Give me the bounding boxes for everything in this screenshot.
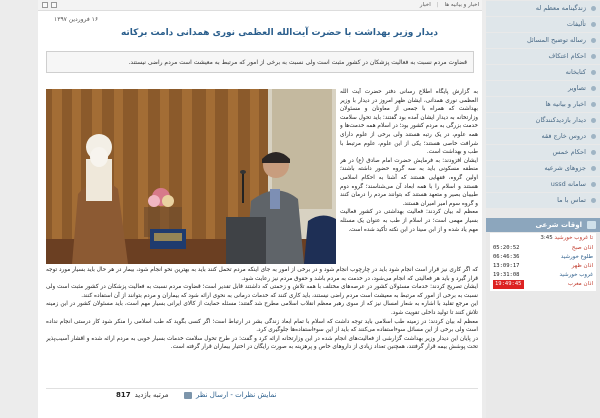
sidebar-menu: [486, 0, 600, 208]
comments-link[interactable]: [184, 391, 276, 399]
bullet-icon: [591, 150, 596, 155]
bullet-icon: [591, 118, 596, 123]
prayer-time: 06:46:36: [493, 254, 520, 260]
comments-link-label[interactable]: نمایش نظرات - ارسال نظر: [196, 391, 277, 399]
prayer-heading-label: اوقات شرعی: [535, 221, 582, 229]
email-icon[interactable]: [51, 2, 57, 8]
prayer-time: 13:09:17: [493, 263, 520, 269]
sidebar-item-itikaf[interactable]: [486, 49, 600, 64]
body-paragraph: این مرجع تقلید با اشاره به شعار امسال نیز که از سوی رهبر معظم انقلاب اسلامی مطرح شد گفتند: مسئله حمایت از کالای ایرانی بسیار مهم است، باید مسئولان کشور در این زمینه تلاش کنند تا تولید داخلی تقویت شود.: [46, 301, 478, 316]
sidebar-item-images[interactable]: [486, 81, 600, 96]
body-paragraph: ایشان تصریح کردند: خدمات مسئولان کشور در عرصه‌های مختلف با همه تلاش و زحمتی که داشتند قابل تقدیر است؛ قضاوت مردم نسبت به فعالیت پزشکان در کشور مثبت است ولی نسبت به برخی از امور که مرتبط به معیشت است مردم راضی نیستند، باید کاری کنند که خدمات درمانی به نحوی ارائه شود که بیماران و مردم بتوانند از آن استفاده کنند.: [46, 284, 478, 299]
sidebar-item-news[interactable]: [486, 97, 600, 112]
sidebar-item-biography[interactable]: [486, 1, 600, 16]
prayer-time: 19:49:45: [495, 281, 522, 287]
body-paragraph: معظم له بیان کردند: فعالیت بهداشتی در کشور فعالیت بسیار مهمی است؛ در اسلام از طب به عنوان یک مسئله مهم یاد شده و از ابن سینا در این نکته تأکید شده است.: [340, 209, 478, 233]
top-bar: [38, 0, 482, 11]
prayer-row: [493, 262, 593, 271]
bullet-icon: [591, 38, 596, 43]
body-paragraph: که اگر کاری نیز قرار است انجام شود باید در چارچوب انجام شود و در برخی از امور به جای اینکه مردم تحمل کنند باید به بهترین نحو انجام شود، بیمار در هر حال باید بسیار مورد توجه قرار گیرد و باید هر فعالیتی که انجام می‌شود، در خدمت به مردم باشد و حقوق مردم نیز رعایت شود.: [46, 267, 478, 282]
sidebar-item-booklets[interactable]: [486, 161, 600, 176]
article-date: ۱۶ فروردین ۱۳۹۷: [54, 16, 99, 23]
prayer-row: [493, 253, 593, 262]
bullet-icon: [591, 22, 596, 27]
sidebar-item-label: تماس با ما: [557, 196, 586, 204]
sidebar-item-ussd[interactable]: [486, 177, 600, 192]
bullet-icon: [591, 198, 596, 203]
article-footer: [46, 388, 478, 404]
sidebar-item-label: تصاویر: [568, 84, 586, 92]
prayer-label: طلوع خورشید: [560, 254, 593, 260]
prayer-row: [493, 244, 593, 253]
body-paragraph: در پایان این دیدار وزیر بهداشت گزارشی از فعالیت‌های انجام شده در این وزارتخانه ارائه کرد و گفت: در طرح تحول سلامت خدمات بسیار خوبی به مردم ارائه شده و اقشار آسیب‌پذیر تحت پوشش بیمه قرار گرفتند، همچنین تعداد زیادی از داروهای خاص و پرهزینه به صورت رایگان در اختیار بیماران قرار گرفته است.: [46, 335, 478, 351]
breadcrumb-item[interactable]: اخبار: [419, 2, 431, 8]
sidebar-item-works[interactable]: [486, 17, 600, 32]
sidebar-item-label: سامانه ussd: [550, 180, 586, 188]
meeting-photo: [46, 89, 336, 264]
sidebar-item-contact[interactable]: [486, 193, 600, 208]
prayer-label: اذان صبح: [571, 245, 593, 251]
prayer-label: اذان مغرب: [567, 281, 593, 287]
sidebar-item-label: احکام خمس: [552, 148, 586, 156]
sidebar-item-label: احکام اعتکاف: [548, 52, 586, 60]
prayer-times-heading: [486, 218, 600, 232]
toolbar-icons: [42, 2, 57, 8]
prayer-times-box: [490, 233, 596, 291]
body-paragraph: معظم له بیان کردند: در زمینه طب اسلامی باید توجه داشت که اسلام با تمام ابعاد زندگی بشر در ارتباط است؛ اگر کسی بگوید که طب اسلامی را منکر شود کار درستی انجام نداده است ولی برخی از این مسائل سوءاستفاده می‌کنند که باید از این سوءاستفاده‌ها جلوگیری کرد.: [46, 318, 478, 334]
breadcrumb-item[interactable]: اخبار و بیانیه ها: [444, 2, 479, 8]
prayer-row: [493, 271, 593, 280]
sidebar-item-label: اخبار و بیانیه ها: [545, 100, 586, 108]
article-body: [46, 266, 478, 381]
bullet-icon: [591, 166, 596, 171]
body-paragraph: ایشان افزودند: به فرمایش حضرت امام صادق (ع) در هر منطقه مسکونی باید به سه گروه حضور داشته باشند؛ اولین گروه، فقهایی هستند که آشنا به احکام اسلامی هستند و اسلام را با همه ابعاد آن می‌شناسند؛ گروه دوم طبیبان بصیر و متعهد هستند که بتوانند مردم را درمان کنند و گروه سوم امیر امیران هستند.: [340, 157, 478, 207]
breadcrumb: [420, 1, 479, 10]
prayer-time: 05:20:52: [493, 245, 520, 251]
sidebar-item-label: دیدار بازدیدکنندگان: [535, 116, 586, 124]
prayer-row: [493, 280, 593, 289]
sidebar-item-resaleh[interactable]: [486, 33, 600, 48]
views-label: مرتبه بازدید: [134, 391, 169, 399]
views-count: 817: [116, 391, 131, 399]
bullet-icon: [591, 134, 596, 139]
article-title: دیدار وزیر بهداشت با حضرت آیت‌الله العظمی نوری همدانی دامت برکاته: [120, 28, 438, 38]
countdown-time: 3:45: [540, 235, 553, 241]
sidebar-item-label: رساله توضیح المسائل: [526, 36, 586, 44]
sidebar-item-label: جزوهای شرعیه: [544, 164, 586, 172]
body-paragraph: به گزارش پایگاه اطلاع رسانی دفتر حضرت آیت الله العظمی نوری همدانی، ایشان ظهر امروز در دیدار با وزیر بهداشت که همراه با جمعی از معاونان و مسئولان وزارتخانه به دیدار ایشان آمده بود گفتند: باید تحول سلامت خدمت بزرگی به مردم کشور بود؛ در اسلام همه خدمت‌ها و همه علوم، در یک رتبه هستند ولی برخی از علوم دارای شرافت خاصی هستند؛ یکی از این علوم، علوم مرتبط با طب و بهداشت است.: [340, 89, 478, 156]
sidebar-item-label: دروس خارج فقه: [541, 132, 586, 140]
clock-icon: [587, 221, 596, 229]
sidebar-item-khums[interactable]: [486, 145, 600, 160]
sidebar-item-label: کتابخانه: [565, 68, 586, 76]
bullet-icon: [591, 54, 596, 59]
prayer-time: 19:31:08: [493, 272, 520, 278]
bullet-icon: [591, 86, 596, 91]
bullet-icon: [591, 102, 596, 107]
comment-icon: [184, 392, 192, 399]
sidebar-item-label: تألیفات: [566, 20, 586, 28]
prayer-label: غروب خورشید: [559, 272, 593, 278]
sidebar-item-fiqh[interactable]: [486, 129, 600, 144]
sidebar-item-visitors[interactable]: [486, 113, 600, 128]
article-summary: قضاوت مردم نسبت به فعالیت پزشکان در کشور مثبت است ولی نسبت به برخی از امور که مرتبط به معیشت است مردم راضی نیستند.: [46, 51, 474, 73]
bullet-icon: [591, 6, 596, 11]
breadcrumb-separator: |: [436, 2, 439, 8]
article-body-side: [340, 88, 478, 268]
article-panel: [38, 0, 482, 418]
sidebar: [486, 0, 600, 418]
meeting-photo-image: [46, 89, 336, 264]
prayer-label: اذان ظهر: [571, 263, 593, 269]
view-counter: [116, 391, 168, 399]
bullet-icon: [591, 70, 596, 75]
sidebar-item-label: زندگینامه معظم له: [535, 4, 586, 12]
bullet-icon: [591, 182, 596, 187]
sunset-countdown: [493, 235, 593, 241]
countdown-label: تا غروب خورشید: [554, 235, 593, 241]
sidebar-item-library[interactable]: [486, 65, 600, 80]
print-icon[interactable]: [42, 2, 48, 8]
